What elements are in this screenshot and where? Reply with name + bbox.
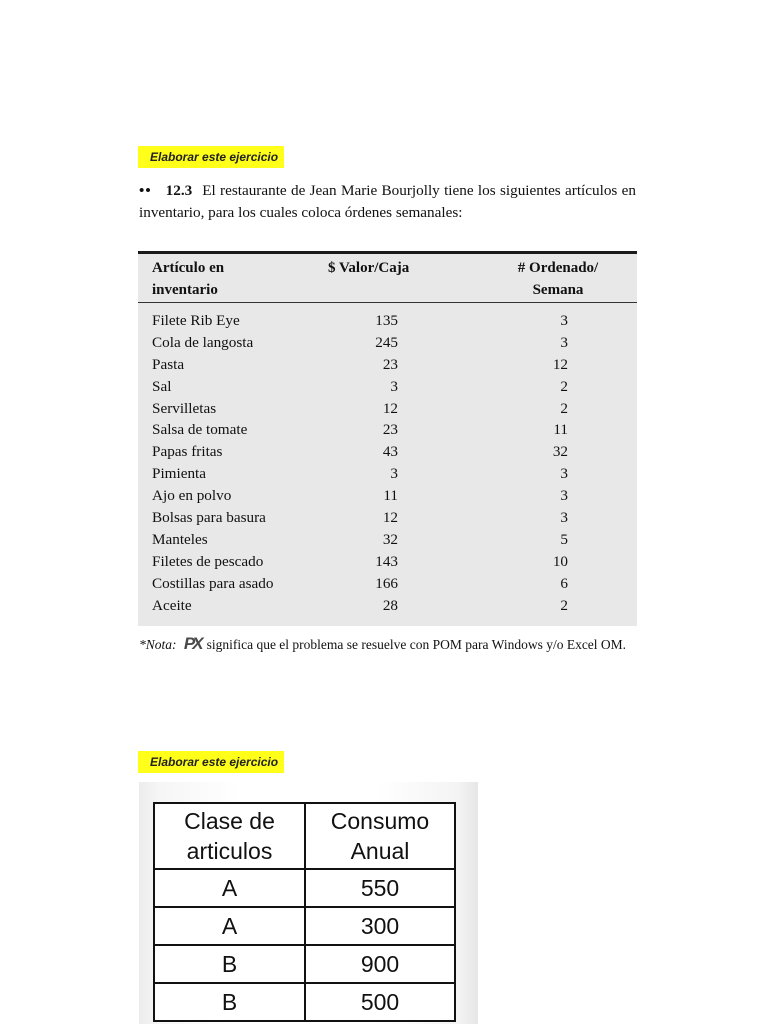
table-row <box>138 441 637 463</box>
inventory-table-body <box>138 310 637 616</box>
item-name: Pimienta <box>152 465 206 483</box>
table-row <box>138 507 637 529</box>
inventory-table-header <box>138 254 637 303</box>
table-row <box>154 983 455 1021</box>
table-row <box>138 485 637 507</box>
consumption-cell: 300 <box>305 907 455 945</box>
problem-statement <box>139 180 636 223</box>
table-row <box>154 869 455 907</box>
header-consumption <box>305 803 455 869</box>
item-ordered: 11 <box>553 421 568 439</box>
px-software-icon <box>184 634 201 654</box>
item-value: 12 <box>382 509 398 527</box>
item-value: 43 <box>382 443 398 461</box>
item-value: 166 <box>375 574 398 592</box>
table-row <box>138 354 637 376</box>
item-value: 11 <box>383 487 398 505</box>
px-icon-text: PX <box>183 634 201 653</box>
header-item <box>152 257 272 301</box>
item-name: Pasta <box>152 355 185 373</box>
class-cell: B <box>154 983 305 1021</box>
item-value: 23 <box>382 355 398 373</box>
header-consumption-line1: Consumo <box>330 808 430 834</box>
problem-number: 12.3 <box>165 182 193 199</box>
class-table-body <box>154 869 455 1021</box>
inventory-table <box>138 251 637 626</box>
item-name: Papas fritas <box>152 443 223 461</box>
table-row <box>138 419 637 441</box>
item-ordered: 3 <box>560 509 568 527</box>
header-class-line1: Clase de <box>184 808 275 834</box>
item-ordered: 2 <box>560 377 568 395</box>
consumption-cell: 500 <box>305 983 455 1021</box>
item-value: 32 <box>382 530 398 548</box>
consumption-cell: 900 <box>305 945 455 983</box>
footnote-label: *Nota: <box>139 637 177 652</box>
header-value: $ Valor/Caja <box>328 260 410 276</box>
table-row <box>138 463 637 485</box>
header-ordered <box>488 257 628 301</box>
class-cell: A <box>154 869 305 907</box>
item-ordered: 2 <box>560 399 568 417</box>
item-name: Manteles <box>152 530 208 548</box>
item-ordered: 6 <box>560 574 568 592</box>
table-row <box>138 529 637 551</box>
item-ordered: 3 <box>560 465 568 483</box>
item-value: 245 <box>375 333 398 351</box>
header-item-line1: Artículo en <box>152 260 225 276</box>
item-ordered: 3 <box>560 333 568 351</box>
class-cell: B <box>154 945 305 983</box>
header-ordered-line2: Semana <box>532 282 584 298</box>
item-name: Sal <box>152 377 172 395</box>
item-name: Salsa de tomate <box>152 421 248 439</box>
table-row <box>138 595 637 617</box>
consumption-cell: 550 <box>305 869 455 907</box>
item-ordered: 10 <box>552 552 568 570</box>
item-ordered: 5 <box>560 530 568 548</box>
table-row <box>138 551 637 573</box>
table-row <box>138 573 637 595</box>
item-name: Filete Rib Eye <box>152 312 240 329</box>
footnote <box>139 634 637 655</box>
item-name: Bolsas para basura <box>152 509 266 527</box>
item-value: 23 <box>382 421 398 439</box>
header-item-line2: inventario <box>152 282 218 298</box>
header-consumption-line2: Anual <box>350 838 410 864</box>
item-name: Cola de langosta <box>152 333 254 351</box>
item-ordered: 12 <box>552 355 568 373</box>
exercise-label-highlight-2: Elaborar este ejercicio <box>138 751 284 773</box>
header-ordered-line1: # Ordenado/ <box>517 260 599 276</box>
item-value: 135 <box>375 312 398 329</box>
item-value: 143 <box>375 552 398 570</box>
table-row <box>138 310 637 332</box>
class-table-image <box>139 782 478 1024</box>
item-ordered: 32 <box>552 443 568 461</box>
item-ordered: 2 <box>560 596 568 614</box>
table-row <box>138 376 637 398</box>
item-name: Aceite <box>152 596 192 614</box>
item-value: 28 <box>382 596 398 614</box>
table-row <box>138 332 637 354</box>
table-row <box>154 907 455 945</box>
difficulty-dots: •• <box>139 182 152 199</box>
item-ordered: 3 <box>560 487 568 505</box>
item-name: Ajo en polvo <box>152 487 232 505</box>
class-table <box>153 802 456 1022</box>
item-value: 12 <box>382 399 398 417</box>
table-row <box>154 945 455 983</box>
item-name: Servilletas <box>152 399 217 417</box>
problem-text: El restaurante de Jean Marie Bourjolly tiene los siguientes artículos en inventario, para los cuales coloca órdenes semanales: <box>139 182 636 221</box>
header-class <box>154 803 305 869</box>
item-ordered: 3 <box>560 312 568 329</box>
item-name: Filetes de pescado <box>152 552 264 570</box>
header-class-line2: articulos <box>186 838 273 864</box>
exercise-label-highlight: Elaborar este ejercicio <box>138 146 284 168</box>
class-cell: A <box>154 907 305 945</box>
item-value: 3 <box>390 377 398 395</box>
table-row <box>138 398 637 420</box>
item-name: Costillas para asado <box>152 574 274 592</box>
item-value: 3 <box>390 465 398 483</box>
footnote-text: significa que el problema se resuelve con POM para Windows y/o Excel OM. <box>206 637 627 652</box>
